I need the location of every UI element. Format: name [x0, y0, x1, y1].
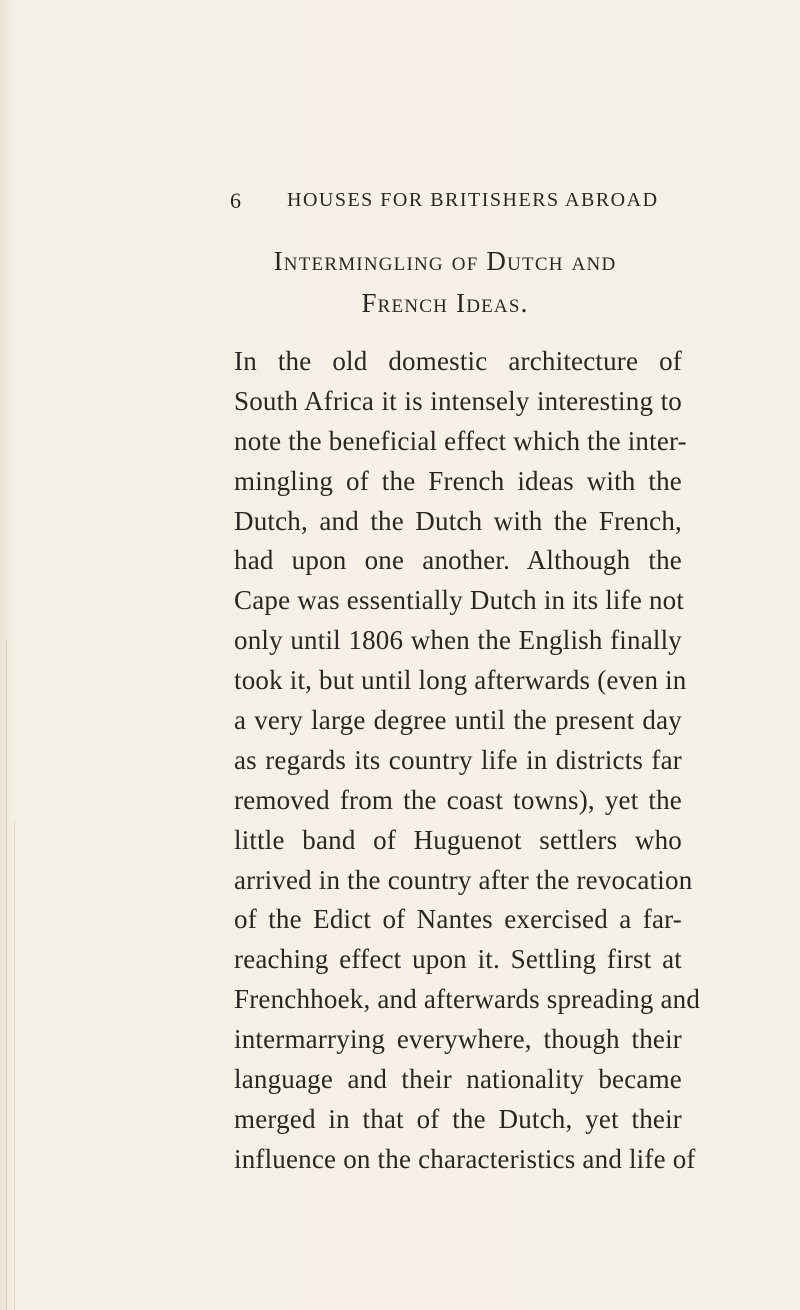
- text-line: Cape was essentially Dutch in its life not: [234, 585, 685, 616]
- text-line: intermarrying everywhere, though their: [234, 1024, 682, 1055]
- text-line: only until 1806 when the English finally: [234, 625, 682, 656]
- text-line: note the beneficial effect which the inter-: [234, 425, 687, 456]
- text-line: as regards its country life in districts far: [234, 744, 682, 775]
- page-edge-shadow: [14, 820, 15, 1310]
- text-line: language and their nationality became: [234, 1064, 682, 1095]
- page-number: 6: [230, 188, 242, 213]
- text-line: merged in that of the Dutch, yet their: [234, 1103, 682, 1134]
- page-edge-shadow: [6, 640, 7, 1310]
- text-line: little band of Huguenot settlers who: [234, 824, 682, 855]
- text-line: reaching effect upon it. Settling first at: [234, 944, 682, 975]
- section-heading-line: Intermingling of Dutch and: [273, 246, 617, 276]
- text-line: In the old domestic architecture of: [234, 346, 682, 376]
- text-line: of the Edict of Nantes exercised a far-: [234, 904, 682, 935]
- text-line: mingling of the French ideas with the: [234, 465, 682, 496]
- running-head: [230, 188, 660, 222]
- text-line: Frenchhoek, and afterwards spreading and: [234, 984, 701, 1015]
- text-line: arrived in the country after the revocation: [234, 864, 693, 895]
- running-title: HOUSES FOR BRITISHERS ABROAD: [287, 189, 659, 211]
- text-line: had upon one another. Although the: [234, 545, 682, 576]
- text-line: Dutch, and the Dutch with the French,: [234, 505, 682, 536]
- text-line: removed from the coast towns), yet the: [234, 784, 682, 815]
- body-paragraph: [234, 342, 701, 1180]
- text-line: took it, but until long afterwards (even in: [234, 665, 687, 696]
- text-line: influence on the characteristics and life of: [234, 1143, 696, 1174]
- section-heading: [230, 240, 660, 324]
- text-line: South Africa it is intensely interesting to: [234, 385, 682, 416]
- text-line: a very large degree until the present day: [234, 705, 682, 736]
- section-heading-line: French Ideas.: [361, 288, 529, 318]
